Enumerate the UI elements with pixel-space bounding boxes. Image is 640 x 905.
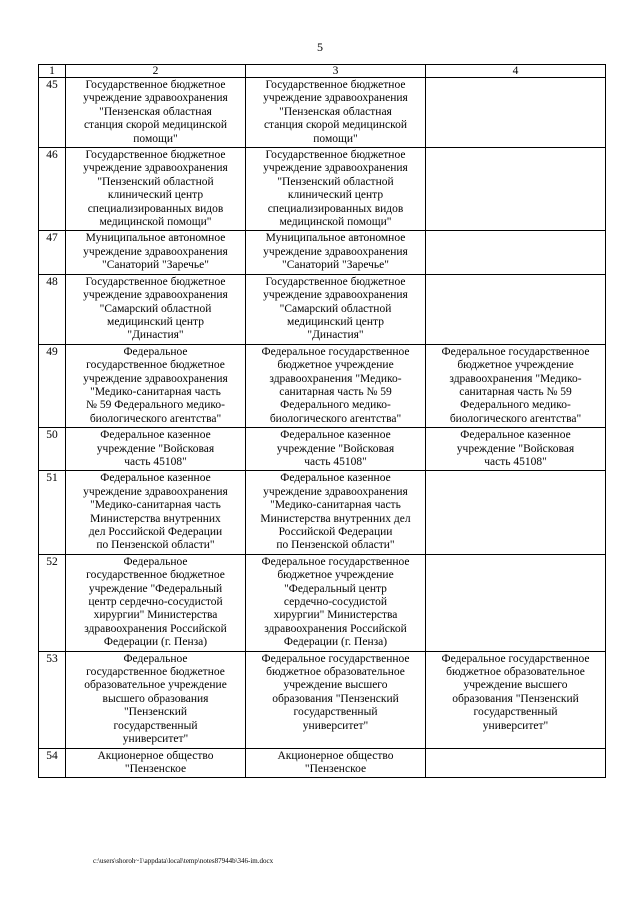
cell-text: Федеральное казенное учреждение "Войсковая часть 45108" bbox=[456, 429, 575, 468]
cell-text: Федеральное казенное учреждение "Войсковая часть 45108" bbox=[96, 429, 215, 468]
row-number-cell bbox=[39, 274, 66, 344]
row-number-cell bbox=[39, 78, 66, 148]
row-number: 50 bbox=[46, 429, 58, 442]
cell-text: Федеральное государственное бюджетное учреждение "Федеральный центр сердечно-сосудистой хирургии" Министерства здравоохранения Российской Федерации (г. Пенза) bbox=[84, 555, 227, 649]
organizations-table bbox=[38, 64, 606, 778]
cell-text: Федеральное государственное бюджетное учреждение "Федеральный центр сердечно-сосудистой хирургии" Министерства здравоохранения Российской Федерации (г. Пенза) bbox=[261, 555, 410, 649]
cell-col-2 bbox=[66, 428, 246, 471]
cell-text: Федеральное государственное бюджетное образовательное учреждение высшего образования "Пензенский государственный университет" bbox=[84, 652, 227, 746]
table-row bbox=[39, 231, 606, 274]
row-number: 54 bbox=[46, 749, 58, 762]
cell-col-2 bbox=[66, 78, 246, 148]
header-col-4: 4 bbox=[426, 65, 606, 78]
cell-col-3 bbox=[246, 231, 426, 274]
cell-text: Федеральное государственное бюджетное учреждение здравоохранения "Медико-санитарная часть № 59 Федерального медико- биологического агентства" bbox=[83, 345, 228, 425]
cell-text: Акционерное общество "Пензенское bbox=[97, 749, 214, 775]
table-row bbox=[39, 148, 606, 231]
cell-text: Федеральное казенное учреждение "Войсковая часть 45108" bbox=[276, 429, 395, 468]
cell-col-3 bbox=[246, 148, 426, 231]
table-row bbox=[39, 274, 606, 344]
table-row bbox=[39, 748, 606, 778]
row-number: 48 bbox=[46, 275, 58, 288]
cell-col-4 bbox=[426, 231, 606, 274]
cell-col-2 bbox=[66, 148, 246, 231]
header-col-1: 1 bbox=[39, 65, 66, 78]
cell-col-4 bbox=[426, 78, 606, 148]
row-number-cell bbox=[39, 344, 66, 427]
cell-col-3 bbox=[246, 651, 426, 748]
cell-text: Государственное бюджетное учреждение здравоохранения "Пензенская областная станция скорой медицинской помощи" bbox=[263, 79, 408, 145]
cell-col-4 bbox=[426, 148, 606, 231]
cell-text: Муниципальное автономное учреждение здравоохранения "Санаторий "Заречье" bbox=[83, 232, 228, 272]
cell-text: Федеральное государственное бюджетное образовательное учреждение высшего образования "Пензенский государственный университет" bbox=[261, 652, 410, 732]
cell-text: Федеральное государственное бюджетное образовательное учреждение высшего образования "Пензенский государственный университет" bbox=[441, 652, 590, 732]
cell-text: Государственное бюджетное учреждение здравоохранения "Самарский областной медицинский центр "Династия" bbox=[83, 275, 228, 342]
row-number-cell bbox=[39, 471, 66, 554]
table-row bbox=[39, 428, 606, 471]
table-row bbox=[39, 78, 606, 148]
file-path-footer: c:\users\shoroh~1\appdata\local\temp\notes87944b\346-im.docx bbox=[93, 857, 274, 865]
cell-col-3 bbox=[246, 471, 426, 554]
cell-col-2 bbox=[66, 231, 246, 274]
cell-col-4 bbox=[426, 344, 606, 427]
header-col-2: 2 bbox=[66, 65, 246, 78]
cell-text: Федеральное государственное бюджетное учреждение здравоохранения "Медико- санитарная часть № 59 Федерального медико- биологического агентства" bbox=[261, 345, 410, 425]
cell-text: Федеральное государственное бюджетное учреждение здравоохранения "Медико- санитарная часть № 59 Федерального медико- биологического агентства" bbox=[441, 345, 590, 425]
cell-text: Государственное бюджетное учреждение здравоохранения "Пензенский областной клинический центр специализированных видов медицинской помощи" bbox=[83, 149, 228, 229]
cell-text: Акционерное общество "Пензенское bbox=[277, 749, 394, 775]
cell-col-3 bbox=[246, 554, 426, 651]
row-number-cell bbox=[39, 748, 66, 778]
cell-col-3 bbox=[246, 344, 426, 427]
table-header-row bbox=[39, 65, 606, 78]
cell-col-4 bbox=[426, 651, 606, 748]
cell-text: Государственное бюджетное учреждение здравоохранения "Самарский областной медицинский центр "Династия" bbox=[263, 275, 408, 342]
cell-text: Муниципальное автономное учреждение здравоохранения "Санаторий "Заречье" bbox=[263, 232, 408, 272]
cell-text: Государственное бюджетное учреждение здравоохранения "Пензенская областная станция скорой медицинской помощи" bbox=[83, 79, 228, 145]
cell-col-2 bbox=[66, 748, 246, 778]
row-number-cell bbox=[39, 554, 66, 651]
cell-col-2 bbox=[66, 274, 246, 344]
row-number: 52 bbox=[46, 555, 58, 568]
row-number-cell bbox=[39, 651, 66, 748]
row-number: 46 bbox=[46, 149, 58, 162]
cell-col-4 bbox=[426, 428, 606, 471]
cell-text: Федеральное казенное учреждение здравоохранения "Медико-санитарная часть Министерства внутренних дел Российской Федерации по Пензенской области" bbox=[83, 472, 228, 552]
cell-text: Государственное бюджетное учреждение здравоохранения "Пензенский областной клинический центр специализированных видов медицинской помощи" bbox=[263, 149, 408, 229]
table-row bbox=[39, 471, 606, 554]
cell-col-2 bbox=[66, 554, 246, 651]
cell-text: Федеральное казенное учреждение здравоохранения "Медико-санитарная часть Министерства внутренних дел Российской Федерации по Пензенской области" bbox=[260, 472, 411, 552]
cell-col-4 bbox=[426, 471, 606, 554]
row-number: 53 bbox=[46, 652, 58, 665]
row-number: 47 bbox=[46, 232, 58, 245]
row-number: 49 bbox=[46, 345, 58, 358]
cell-col-2 bbox=[66, 344, 246, 427]
row-number: 45 bbox=[46, 79, 58, 91]
table-row bbox=[39, 344, 606, 427]
cell-col-3 bbox=[246, 274, 426, 344]
table-row bbox=[39, 554, 606, 651]
table-row bbox=[39, 651, 606, 748]
page-number: 5 bbox=[317, 40, 323, 54]
cell-col-2 bbox=[66, 651, 246, 748]
row-number: 51 bbox=[46, 472, 58, 485]
row-number-cell bbox=[39, 231, 66, 274]
cell-col-3 bbox=[246, 78, 426, 148]
row-number-cell bbox=[39, 148, 66, 231]
cell-col-3 bbox=[246, 748, 426, 778]
header-col-3: 3 bbox=[246, 65, 426, 78]
cell-col-3 bbox=[246, 428, 426, 471]
cell-col-2 bbox=[66, 471, 246, 554]
cell-col-4 bbox=[426, 748, 606, 778]
cell-col-4 bbox=[426, 274, 606, 344]
cell-col-4 bbox=[426, 554, 606, 651]
row-number-cell bbox=[39, 428, 66, 471]
